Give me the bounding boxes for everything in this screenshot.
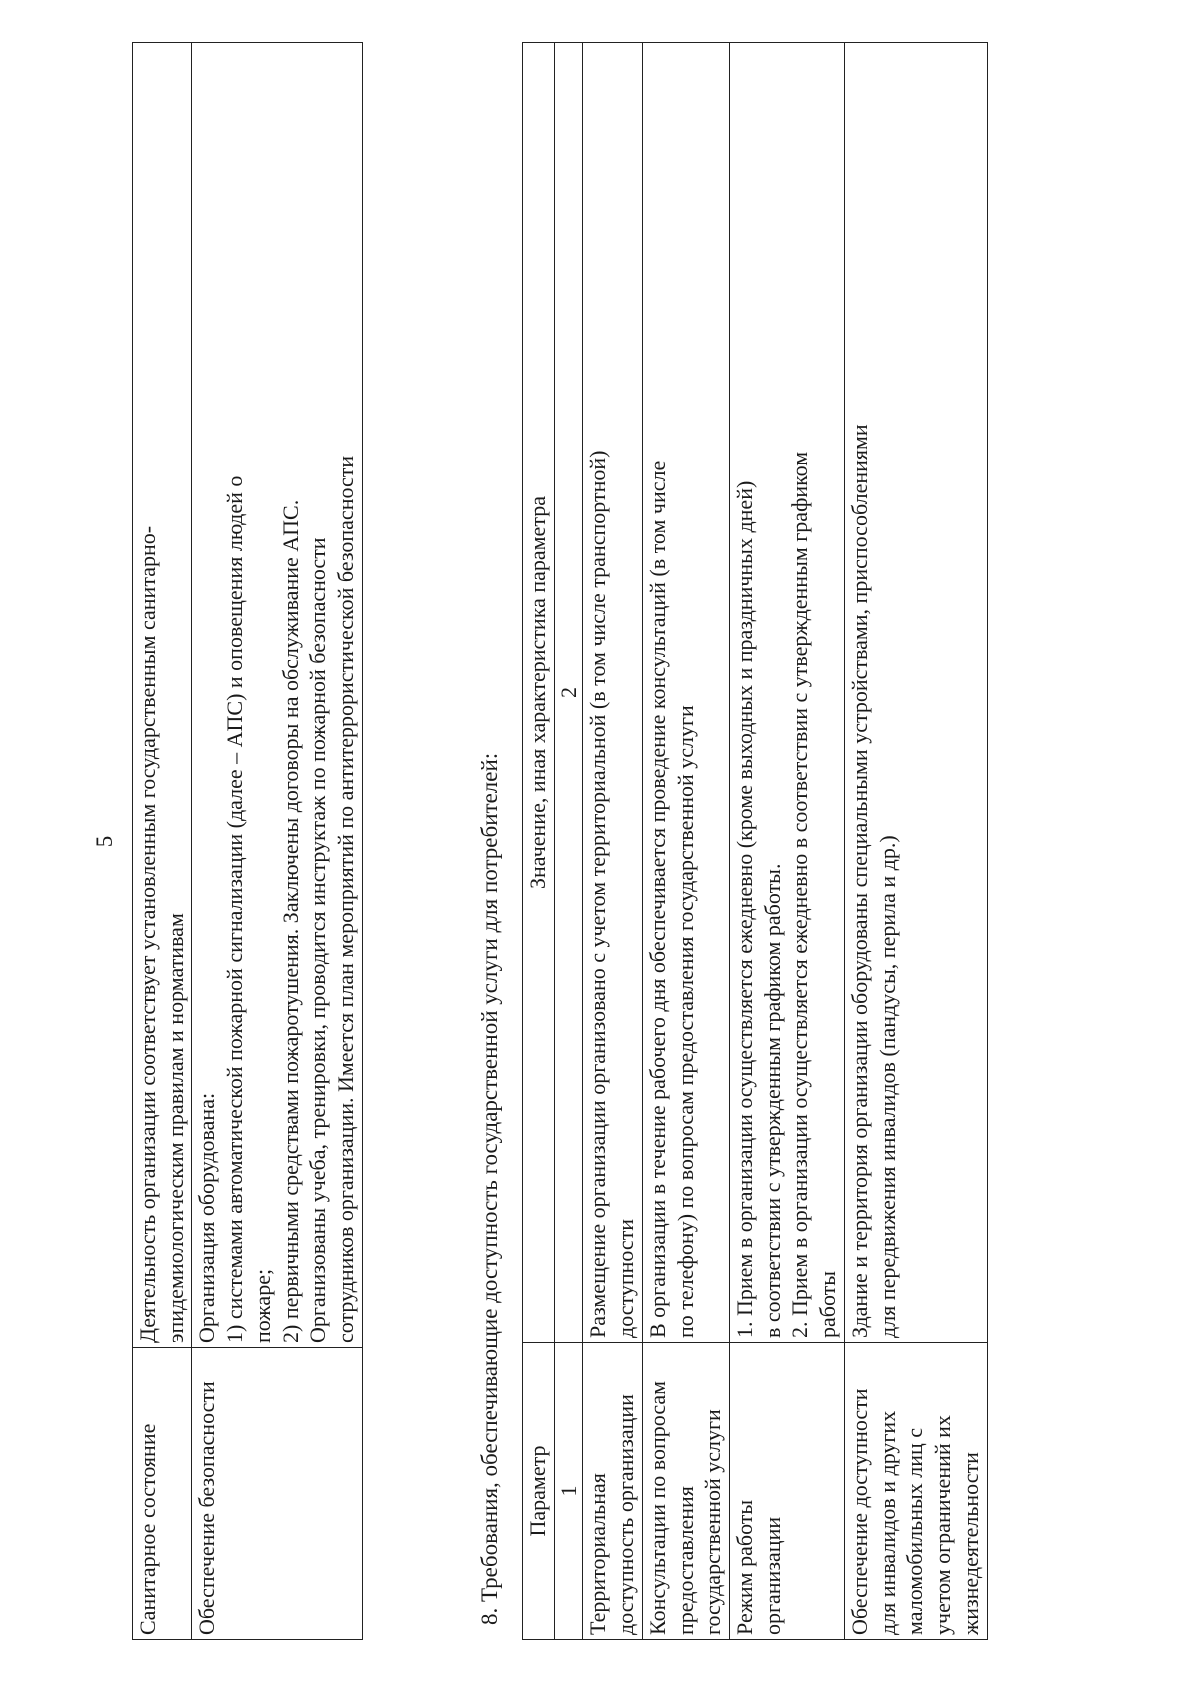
column-number: 2: [554, 43, 583, 1343]
section-heading: 8. Требования, обеспечивающие доступность государственной услуги для потребителей:: [477, 752, 502, 1625]
value-cell: 1. Прием в организации осуществляется ежедневно (кроме выходных и праздничных дней) в соответствии с утвержденным графиком работы. 2. Прием в организации осуществляется ежедневно в соответствии с утвержденным графиком работы: [730, 43, 845, 1343]
value-cell: Размещение организации организовано с учетом территориальной (в том числе транспортной) доступности: [583, 43, 642, 1343]
table-row: [642, 43, 729, 1640]
table-row: [133, 43, 192, 1640]
value-cell: Здание и территория организации оборудованы специальными устройствами, приспособлениями для передвижения инвалидов (пандусы, перила и др.): [844, 43, 987, 1343]
accessibility-table: [522, 42, 988, 1640]
table-row: [583, 43, 642, 1640]
parameter-cell: Обеспечение доступности для инвалидов и других маломобильных лиц с учетом ограничений их жизнедеятельности: [844, 1343, 987, 1640]
value-cell: Организация оборудована: 1) системами автоматической пожарной сигнализации (далее – АПС) и оповещения людей о пожаре; 2) первичными средствами пожаротушения. Заключены договоры на обслуживание АПС. Организованы учеба, тренировки, проводится инструктаж по пожарной безопасности сотрудников организации. Имеется план мероприятий по антитеррористической безопасности: [192, 43, 362, 1348]
parameter-cell: Консультации по вопросам предоставления государственной услуги: [642, 1343, 729, 1640]
rotated-document-page: [82, 43, 1162, 1640]
parameter-cell: Обеспечение безопасности: [192, 1348, 362, 1640]
table-row: [844, 43, 987, 1640]
table-header-row: [523, 43, 555, 1640]
value-cell: Деятельность организации соответствует установленным государственным санитарно- эпидемиологическим правилам и нормативам: [133, 43, 192, 1348]
page-number: 5: [92, 835, 117, 848]
value-cell: В организации в течение рабочего дня обеспечивается проведение консультаций (в том числе по телефону) по вопросам предоставления государственной услуги: [642, 43, 729, 1343]
parameter-cell: Режим работы организации: [730, 1343, 845, 1640]
conditions-table: [132, 42, 363, 1640]
column-header: Параметр: [523, 1343, 555, 1640]
column-header: Значение, иная характеристика параметра: [523, 43, 555, 1343]
parameter-cell: Территориальная доступность организации: [583, 1343, 642, 1640]
parameter-cell: Санитарное состояние: [133, 1348, 192, 1640]
column-number: 1: [554, 1343, 583, 1640]
table-row: [192, 43, 362, 1640]
column-number-row: [554, 43, 583, 1640]
table-row: [730, 43, 845, 1640]
